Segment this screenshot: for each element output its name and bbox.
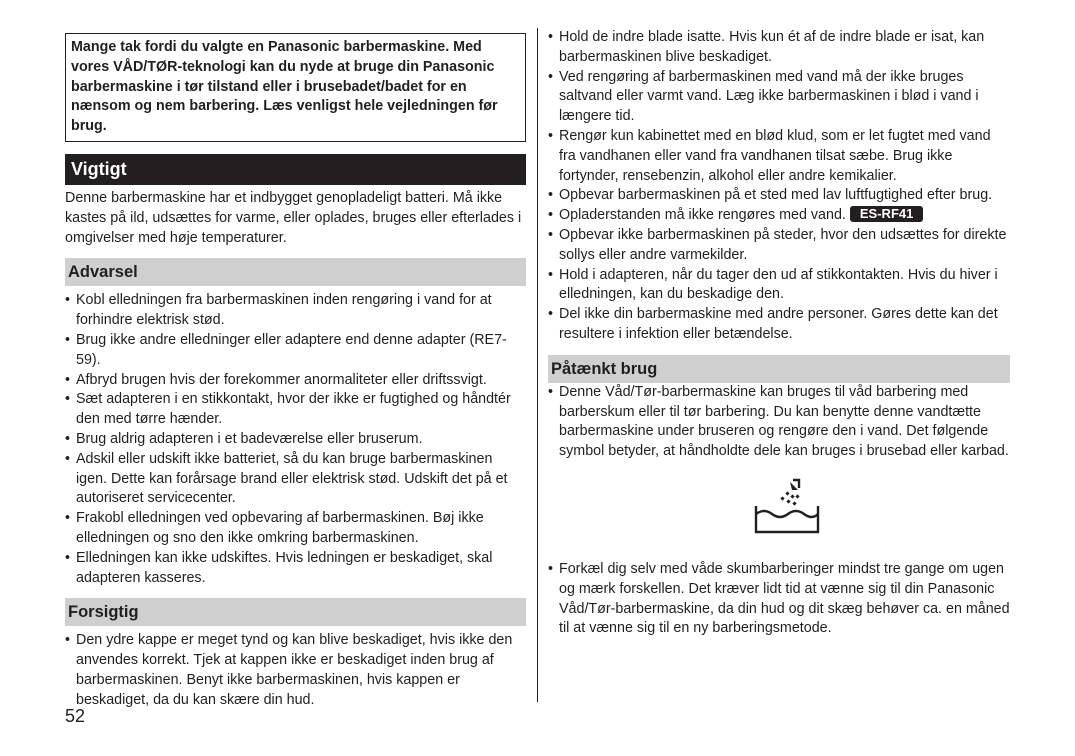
model-badge: ES-RF41	[850, 206, 923, 222]
list-item: • Forkæl dig selv med våde skumbarberinger mindst tre gange om ugen og mærk forskellen. Det kræver lidt tid at vænne sig til din Panasonic Våd/Tør-barbermaskine, da din hud og dit skæg behøver ca. en måned til at vænne sig til en ny barberingsmetode.	[548, 560, 1010, 639]
list-item: • Ved rengøring af barbermaskinen med vand må der ikke bruges saltvand eller varmt vand. Læg ikke barbermaskinen i blød i vand i længere tid.	[548, 68, 1010, 127]
intro-box: Mange tak fordi du valgte en Panasonic barbermaskine. Med vores VÅD/TØR-teknologi kan du nyde at bruge din Panasonic barbermaskine i tør tilstand eller i brusebadet/badet for en nænsom og nem barbering. Læs venligst hele vejledningen før brug.	[65, 33, 526, 142]
list-item: • Brug ikke andre elledninger eller adaptere end denne adapter (RE7-59).	[65, 331, 526, 371]
page-number: 52	[65, 706, 86, 726]
vigtigt-text: Denne barbermaskine har et indbygget genopladeligt batteri. Må ikke kastes på ild, udsættes for varme, eller oplades, bruges eller efterlades i omgivelser med høje temperaturer.	[65, 189, 522, 246]
list-item: • Brug aldrig adapteren i et badeværelse eller bruserum.	[65, 430, 526, 450]
shower-bath-icon	[752, 476, 824, 536]
list-item: • Rengør kun kabinettet med en blød klud, som er let fugtet med vand fra vandhanen eller vand fra vandhanen tilsat sæbe. Brug ikke fortynder, rensebenzin, alkohol eller andre kemikalier.	[548, 127, 1010, 186]
list-item: • Frakobl elledningen ved opbevaring af barbermaskinen. Bøj ikke elledningen og sno den ikke omkring barbermaskinen.	[65, 509, 526, 549]
list-item: • Sæt adapteren i en stikkontakt, hvor der ikke er fugtighed og håndtér den med tørre hænder.	[65, 390, 526, 430]
list-item: • Kobl elledningen fra barbermaskinen inden rengøring i vand for at forhindre elektrisk stød.	[65, 291, 526, 331]
vigtigt-heading: Vigtigt	[65, 154, 526, 185]
list-item: • Adskil eller udskift ikke batteriet, så du kan bruge barbermaskinen igen. Dette kan forårsage brand eller elektrisk stød. Udskift det på et autoriseret servicecenter.	[65, 450, 526, 509]
shower-symbol-area	[548, 462, 1010, 560]
paatankt-list	[548, 383, 1010, 462]
forsigtig-heading: Forsigtig	[65, 598, 526, 626]
list-item-charger	[548, 206, 1010, 226]
paatankt-heading: Påtænkt brug	[548, 355, 1010, 383]
list-item: • Del ikke din barbermaskine med andre personer. Gøres dette kan det resultere i infektion eller betændelse.	[548, 305, 1010, 345]
forsigtig-list	[65, 631, 526, 710]
list-item: • Hold i adapteren, når du tager den ud af stikkontakten. Hvis du hiver i elledningen, kan du beskadige den.	[548, 266, 1010, 306]
list-item: • Opbevar barbermaskinen på et sted med lav luftfugtighed efter brug.	[548, 186, 1010, 206]
list-item: • Denne Våd/Tør-barbermaskine kan bruges til våd barbering med barberskum eller til tør barbering. Du kan benytte denne vandtætte barbermaskine under bruseren og rengøre den i vand. Det følgende symbol betyder, at håndholdte dele kan bruges i brusebad eller karbad.	[548, 383, 1010, 462]
advarsel-list	[65, 291, 526, 588]
list-item: • Hold de indre blade isatte. Hvis kun ét af de indre blade er isat, kan barbermaskinen blive beskadiget.	[548, 28, 1010, 68]
list-item: • Den ydre kappe er meget tynd og kan blive beskadiget, hvis ikke den anvendes korrekt. Tjek at kappen ikke er beskadiget inden brug af barbermaskinen. Benyt ikke barbermaskinen, hvis kappen er beskadiget, da du kan skære din hud.	[65, 631, 526, 710]
charger-text: Opladerstanden må ikke rengøres med vand.	[559, 207, 846, 224]
left-column	[65, 30, 526, 711]
list-item: • Afbryd brugen hvis der forekommer anormaliteter eller driftssvigt.	[65, 371, 526, 391]
column-divider	[537, 28, 538, 702]
care-list	[548, 28, 1010, 345]
list-item: • Opbevar ikke barbermaskinen på steder, hvor den udsættes for direkte sollys eller andre varmekilder.	[548, 226, 1010, 266]
right-column	[548, 28, 1010, 639]
advarsel-heading: Advarsel	[65, 258, 526, 286]
paatankt-list-2	[548, 560, 1010, 639]
list-item: • Elledningen kan ikke udskiftes. Hvis ledningen er beskadiget, skal adapteren kasseres.	[65, 549, 526, 589]
